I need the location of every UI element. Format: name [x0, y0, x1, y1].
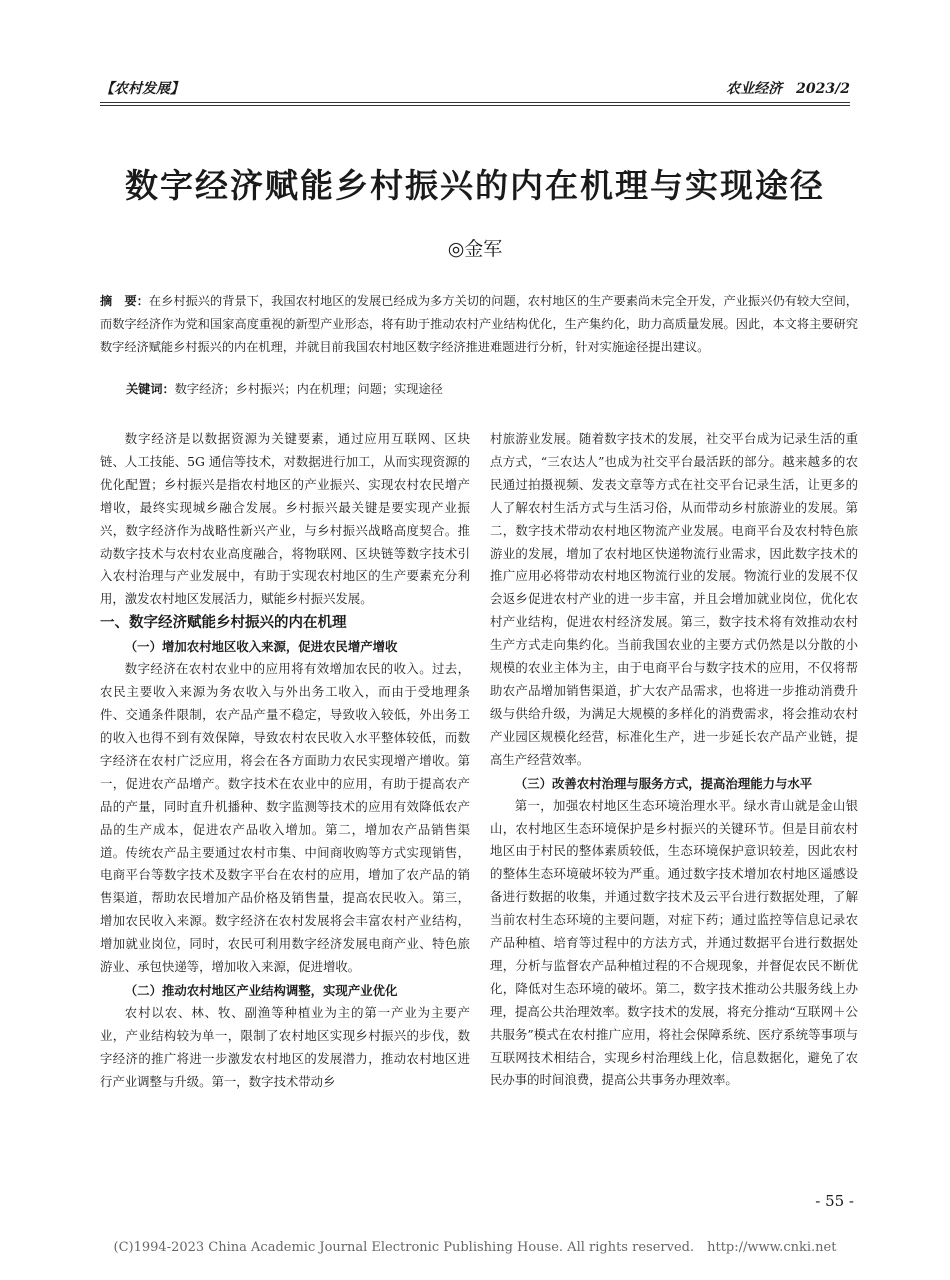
paragraph: 村旅游业发展。随着数字技术的发展，社交平台成为记录生活的重点方式，“三农达人”也成为社交平台最活跃的部分。越来越多的农民通过拍摄视频、发表文章等方式在社交平台记录生活，让更多的人了解农村生活方式与生活习俗，从而带动乡村旅游业的发展。第二，数字技术带动农村地区物流产业发展。电商平台及农村特色旅游业的发展，增加了农村地区快递物流行业需求，因此数字技术的推广应用必将带动农村地区物流行业的发展。物流行业的发展不仅会返乡促进农村产业的进一步丰富，并且会增加就业岗位，优化农村产业结构，促进农村经济发展。第三，数字技术将有效推动农村生产方式走向集约化。当前我国农业的主要方式仍然是以分散的小规模的农业主体为主，由于电商平台与数字技术的应用，不仅将帮助农产品增加销售渠道，扩大农产品需求，也将进一步推动消费升级与供给升级，为满足大规模的多样化的消费需求，将会推动农村产业园区规模化经营，标准化生产，进一步延长农产品产业链，提高生产经营效率。: [490, 431, 858, 767]
abstract-label: 摘 要：: [100, 294, 149, 308]
journal-issue: 农业经济 2023/2: [726, 81, 850, 97]
copyright-footer: (C)1994-2023 China Academic Journal Electronic Publishing House. All rights reserved. http://www.cnki.net: [113, 1240, 837, 1255]
page-number: - 55 -: [815, 1192, 854, 1210]
running-header: [100, 78, 850, 102]
section-label: 【农村发展】: [100, 81, 184, 97]
keywords-text: 数字经济；乡村振兴；内在机理；问题；实现途径: [174, 382, 443, 396]
subsection-heading: （一）增加农村地区收入来源，促进农民增产增收: [124, 639, 398, 655]
abstract-text: 在乡村振兴的背景下，我国农村地区的发展已经成为多方关切的问题，农村地区的生产要素尚未完全开发，产业振兴仍有较大空间，而数字经济作为党和国家高度重视的新型产业形态，将有助于推动农村产业结构优化，生产集约化，助力高质量发展。因此，本文将主要研究数字经济赋能乡村振兴的内在机理，并就目前我国农村地区数字经济推进难题进行分析，针对实施途径提出建议。: [100, 294, 858, 354]
header-rule-double: [100, 105, 850, 106]
subsection-heading: （二）推动农村地区产业结构调整，实现产业优化: [124, 982, 398, 998]
right-column: [490, 428, 858, 1092]
keywords-label: 关键词：: [126, 382, 175, 396]
left-column: [100, 428, 470, 1094]
subsection-heading: （三）改善农村治理与服务方式，提高治理能力与水平: [514, 775, 813, 791]
abstract: [100, 290, 858, 359]
section-heading: 一、数字经济赋能乡村振兴的内在机理: [100, 615, 347, 632]
header-rule: [100, 102, 850, 103]
keywords: [126, 379, 856, 399]
article-author: ◎金军: [447, 238, 503, 260]
paragraph: 数字经济是以数据资源为关键要素，通过应用互联网、区块链、人工技能、5G 通信等技术，对数据进行加工，从而实现资源的优化配置；乡村振兴是指农村地区的产业振兴、实现农村农民增产增收，最终实现城乡融合发展。乡村振兴最关键是要实现产业振兴，数字经济作为战略性新兴产业，与乡村振兴战略高度契合。推动数字技术与农村农业高度融合，将物联网、区块链等数字技术引入农村治理与产业发展中，有助于实现农村地区的生产要素充分利用，激发农村地区发展活力，赋能乡村振兴发展。: [100, 431, 470, 607]
paragraph: 第一，加强农村地区生态环境治理水平。绿水青山就是金山银山，农村地区生态环境保护是乡村振兴的关键环节。但是目前农村地区由于村民的整体素质较低，生态环境保护意识较差，因此农村的整体生态环境破坏较为严重。通过数字技术增加农村地区遥感设备进行数据的收集，并通过数字技术及云平台进行数据处理，了解当前农村生态环境的主要问题，对症下药；通过监控等信息记录农产品种植、培育等过程中的方法方式，并通过数据平台进行数据处理，分析与监督农产品种植过程的不合规现象，并督促农民不断优化，降低对生态环境的破坏。第二，数字技术推动公共服务线上办理，提高公共治理效率。数字技术的发展，将充分推动“互联网＋公共服务”模式在农村推广应用，将社会保障系统、医疗系统等事项与互联网技术相结合，实现乡村治理线上化，信息数据化，避免了农民办事的时间浪费，提高公共事务办理效率。: [490, 797, 858, 1088]
paragraph: 数字经济在农村农业中的应用将有效增加农民的收入。过去，农民主要收入来源为务农收入与外出务工收入，而由于受地理条件、交通条件限制，农产品产量不稳定，导致收入较低，外出务工的收入也得不到有效保障，导致农村农民收入水平整体较低，而数字经济在农村广泛应用，将会在各方面助力农民实现增产增收。第一，促进农产品增产。数字技术在农业中的应用，有助于提高农产品的产量，同时直升机播种、数字监测等技术的应用有效降低农产品的生产成本，促进农产品收入增加。第二，增加农产品销售渠道。传统农产品主要通过农村市集、中间商收购等方式实现销售，电商平台等数字技术及数字平台在农村的应用，增加了农产品的销售渠道，帮助农民增加产品价格及销售量，提高农民收入。第三，增加农民收入来源。数字经济在农村发展将会丰富农村产业结构，增加就业岗位，同时，农民可利用数字经济发展电商产业、特色旅游业、承包快递等，增加收入来源，促进增收。: [100, 661, 470, 975]
article-title: 数字经济赋能乡村振兴的内在机理与实现途径: [125, 166, 825, 205]
paragraph: 农村以农、林、牧、副渔等种植业为主的第一产业为主要产业，产业结构较为单一，限制了农村地区实现乡村振兴的步伐，数字经济的推广将进一步激发农村地区的发展潜力，推动农村地区进行产业调整与升级。第一，数字技术带动乡: [100, 1004, 470, 1089]
